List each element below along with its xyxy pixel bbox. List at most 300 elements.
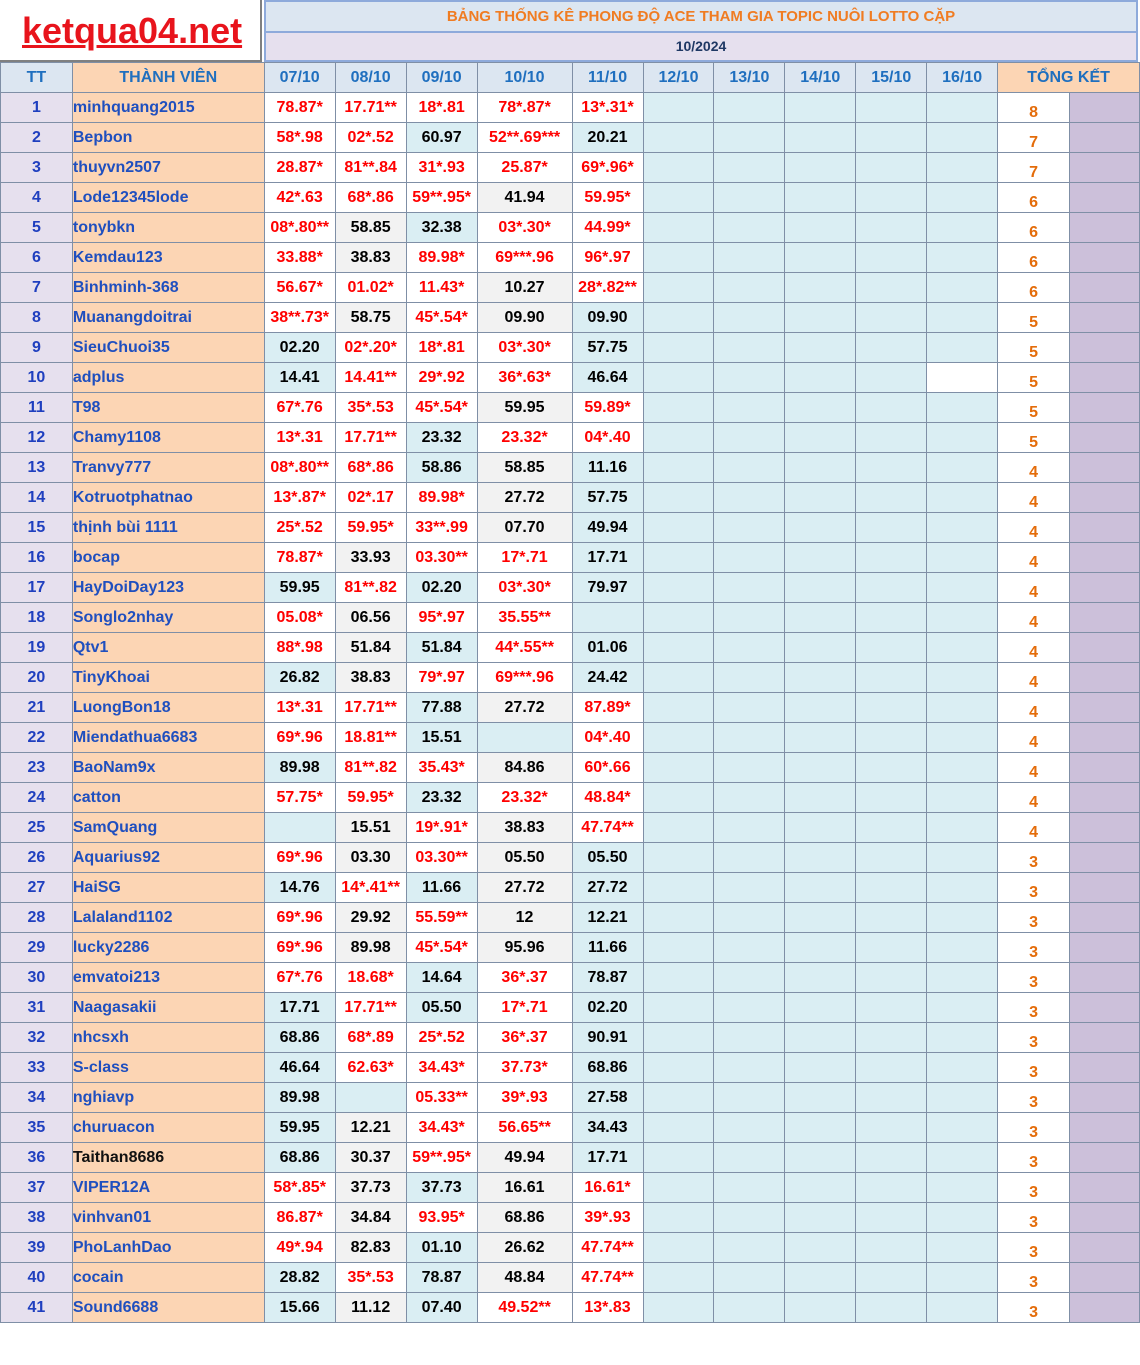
day-empty [643, 663, 714, 693]
day-empty [643, 843, 714, 873]
day-empty [785, 543, 856, 573]
day-empty [643, 693, 714, 723]
day-empty [927, 513, 998, 543]
member-name[interactable]: SamQuang [72, 813, 264, 843]
day-empty [785, 393, 856, 423]
day-result: 44.99* [572, 213, 643, 243]
day-empty [643, 543, 714, 573]
day-empty [643, 603, 714, 633]
summary-extra [1070, 1053, 1140, 1083]
member-name[interactable]: lucky2286 [72, 933, 264, 963]
day-empty [785, 903, 856, 933]
day-empty [927, 213, 998, 243]
day-result: 17*.71 [477, 543, 572, 573]
day-result: 27.72 [477, 873, 572, 903]
day-result: 48.84 [477, 1263, 572, 1293]
day-result: 17.71** [335, 423, 406, 453]
day-result: 81**.82 [335, 753, 406, 783]
member-name[interactable]: adplus [72, 363, 264, 393]
day-empty [856, 1113, 927, 1143]
day-empty [856, 903, 927, 933]
day-empty [643, 573, 714, 603]
day-empty [927, 1113, 998, 1143]
day-empty [856, 303, 927, 333]
day-result: 39*.93 [572, 1203, 643, 1233]
member-name[interactable]: Naagasakii [72, 993, 264, 1023]
day-result: 28*.82** [572, 273, 643, 303]
day-empty [785, 153, 856, 183]
day-result: 17.71 [264, 993, 335, 1023]
day-result [477, 723, 572, 753]
member-name[interactable]: Miendathua6683 [72, 723, 264, 753]
table-row [1, 813, 1140, 843]
day-result: 12 [477, 903, 572, 933]
member-name[interactable]: Bepbon [72, 123, 264, 153]
summary-extra [1070, 543, 1140, 573]
member-name[interactable]: HayDoiDay123 [72, 573, 264, 603]
day-empty [785, 93, 856, 123]
total-count: 3 [998, 1113, 1070, 1143]
day-empty [643, 273, 714, 303]
row-number: 41 [1, 1293, 73, 1323]
day-result: 89.98 [335, 933, 406, 963]
day-empty [714, 423, 785, 453]
day-result: 60.97 [406, 123, 477, 153]
table-row [1, 543, 1140, 573]
day-empty [927, 1233, 998, 1263]
day-empty [785, 453, 856, 483]
day-empty [856, 663, 927, 693]
day-empty [856, 483, 927, 513]
day-empty [856, 123, 927, 153]
day-empty [714, 723, 785, 753]
total-count: 7 [998, 153, 1070, 183]
row-number: 34 [1, 1083, 73, 1113]
day-result: 09.90 [572, 303, 643, 333]
day-empty [785, 183, 856, 213]
summary-extra [1070, 513, 1140, 543]
row-number: 38 [1, 1203, 73, 1233]
day-empty [714, 363, 785, 393]
total-count: 3 [998, 1293, 1070, 1323]
summary-extra [1070, 483, 1140, 513]
day-result: 49*.94 [264, 1233, 335, 1263]
total-count: 3 [998, 1083, 1070, 1113]
day-empty [643, 1293, 714, 1323]
row-number: 35 [1, 1113, 73, 1143]
total-count: 4 [998, 483, 1070, 513]
day-result: 25.87* [477, 153, 572, 183]
page-title: BẢNG THỐNG KÊ PHONG ĐỘ ACE THAM GIA TOPIC NUÔI LOTTO CẶP [264, 0, 1138, 31]
day-result: 23.32* [477, 423, 572, 453]
day-result: 01.10 [406, 1233, 477, 1263]
month-label: 10/2024 [264, 31, 1138, 62]
member-name[interactable]: VIPER12A [72, 1173, 264, 1203]
member-name[interactable]: emvatoi213 [72, 963, 264, 993]
summary-extra [1070, 303, 1140, 333]
day-result: 51.84 [335, 633, 406, 663]
member-name[interactable]: Lode12345lode [72, 183, 264, 213]
day-empty [785, 483, 856, 513]
day-result: 01.06 [572, 633, 643, 663]
day-empty [643, 1203, 714, 1233]
day-result: 49.94 [477, 1143, 572, 1173]
day-result: 35*.53 [335, 393, 406, 423]
header-day: 12/10 [643, 63, 714, 93]
total-count: 5 [998, 333, 1070, 363]
day-empty [714, 513, 785, 543]
summary-extra [1070, 273, 1140, 303]
day-result: 23.32 [406, 783, 477, 813]
row-number: 36 [1, 1143, 73, 1173]
member-name[interactable]: Songlo2nhay [72, 603, 264, 633]
day-empty [643, 483, 714, 513]
day-empty [856, 633, 927, 663]
member-name[interactable]: bocap [72, 543, 264, 573]
member-name[interactable]: nhcsxh [72, 1023, 264, 1053]
summary-extra [1070, 573, 1140, 603]
row-number: 37 [1, 1173, 73, 1203]
day-empty [927, 903, 998, 933]
member-name[interactable]: Chamy1108 [72, 423, 264, 453]
day-empty [643, 1053, 714, 1083]
day-empty [785, 603, 856, 633]
member-name[interactable]: thuyvn2507 [72, 153, 264, 183]
day-result: 03*.30* [477, 573, 572, 603]
day-empty [927, 663, 998, 693]
day-result: 56.67* [264, 273, 335, 303]
summary-extra [1070, 993, 1140, 1023]
day-empty [856, 1173, 927, 1203]
day-result: 35.55** [477, 603, 572, 633]
day-result: 82.83 [335, 1233, 406, 1263]
day-result: 11.12 [335, 1293, 406, 1323]
day-empty [856, 723, 927, 753]
day-empty [714, 1053, 785, 1083]
day-result: 14.41** [335, 363, 406, 393]
day-result: 35.43* [406, 753, 477, 783]
day-result: 68*.89 [335, 1023, 406, 1053]
member-name[interactable]: LuongBon18 [72, 693, 264, 723]
member-name[interactable]: TinyKhoai [72, 663, 264, 693]
total-count: 5 [998, 393, 1070, 423]
table-row [1, 123, 1140, 153]
day-empty [785, 273, 856, 303]
day-empty [714, 633, 785, 663]
day-result: 17*.71 [477, 993, 572, 1023]
day-empty [785, 873, 856, 903]
day-result: 37.73 [335, 1173, 406, 1203]
day-empty [785, 333, 856, 363]
day-empty [927, 1173, 998, 1203]
day-empty [714, 903, 785, 933]
day-empty [785, 1113, 856, 1143]
table-row [1, 423, 1140, 453]
day-result: 60*.66 [572, 753, 643, 783]
day-empty [714, 333, 785, 363]
day-result: 25*.52 [264, 513, 335, 543]
table-row [1, 213, 1140, 243]
day-result: 23.32 [406, 423, 477, 453]
day-empty [856, 873, 927, 903]
row-number: 10 [1, 363, 73, 393]
day-result: 69*.96 [264, 723, 335, 753]
row-number: 40 [1, 1263, 73, 1293]
row-number: 9 [1, 333, 73, 363]
summary-extra [1070, 1203, 1140, 1233]
row-number: 11 [1, 393, 73, 423]
total-count: 5 [998, 423, 1070, 453]
day-result: 18.68* [335, 963, 406, 993]
day-result: 37.73* [477, 1053, 572, 1083]
day-result: 49.94 [572, 513, 643, 543]
member-name[interactable]: thịnh bùi 1111 [72, 513, 264, 543]
total-count: 3 [998, 903, 1070, 933]
total-count: 4 [998, 753, 1070, 783]
day-result: 56.65** [477, 1113, 572, 1143]
member-name[interactable]: Qtv1 [72, 633, 264, 663]
day-result: 89.98 [264, 1083, 335, 1113]
header-day: 10/10 [477, 63, 572, 93]
day-empty [927, 363, 998, 393]
day-result: 19*.91* [406, 813, 477, 843]
member-name[interactable]: Taithan8686 [72, 1143, 264, 1173]
day-result: 69*.96* [572, 153, 643, 183]
day-empty [714, 1083, 785, 1113]
member-name[interactable]: churuacon [72, 1113, 264, 1143]
day-result: 33**.99 [406, 513, 477, 543]
day-result: 17.71** [335, 693, 406, 723]
day-result: 69*.96 [264, 933, 335, 963]
member-name[interactable]: Kotruotphatnao [72, 483, 264, 513]
site-logo[interactable]: ketqua04.net [22, 10, 243, 51]
day-result: 03.30** [406, 843, 477, 873]
total-count: 4 [998, 783, 1070, 813]
row-number: 7 [1, 273, 73, 303]
member-name[interactable]: nghiavp [72, 1083, 264, 1113]
day-result: 93.95* [406, 1203, 477, 1233]
member-name[interactable]: BaoNam9x [72, 753, 264, 783]
day-result: 47.74** [572, 1263, 643, 1293]
day-empty [643, 123, 714, 153]
day-result: 69***.96 [477, 243, 572, 273]
total-count: 8 [998, 93, 1070, 123]
day-result: 14.41 [264, 363, 335, 393]
header-summary: TỔNG KẾT [998, 63, 1140, 93]
row-number: 14 [1, 483, 73, 513]
day-result: 45*.54* [406, 933, 477, 963]
day-result: 02*.52 [335, 123, 406, 153]
day-result: 28.82 [264, 1263, 335, 1293]
member-name[interactable]: Lalaland1102 [72, 903, 264, 933]
table-row [1, 1263, 1140, 1293]
day-empty [785, 1293, 856, 1323]
day-result: 88*.98 [264, 633, 335, 663]
day-empty [927, 693, 998, 723]
row-number: 21 [1, 693, 73, 723]
day-empty [785, 363, 856, 393]
member-name[interactable]: HaiSG [72, 873, 264, 903]
day-result: 59.95* [335, 783, 406, 813]
day-empty [856, 603, 927, 633]
member-name[interactable]: Tranvy777 [72, 453, 264, 483]
day-empty [856, 513, 927, 543]
total-count: 4 [998, 723, 1070, 753]
day-result: 51.84 [406, 633, 477, 663]
header-day: 09/10 [406, 63, 477, 93]
day-empty [785, 1233, 856, 1263]
day-result: 17.71 [572, 543, 643, 573]
day-result: 89.98* [406, 483, 477, 513]
day-result: 08*.80** [264, 213, 335, 243]
day-empty [785, 993, 856, 1023]
table-row [1, 903, 1140, 933]
day-empty [643, 363, 714, 393]
day-empty [714, 663, 785, 693]
day-empty [856, 423, 927, 453]
total-count: 3 [998, 1053, 1070, 1083]
row-number: 39 [1, 1233, 73, 1263]
member-name[interactable]: vinhvan01 [72, 1203, 264, 1233]
day-result: 16.61 [477, 1173, 572, 1203]
day-empty [714, 1203, 785, 1233]
day-empty [785, 213, 856, 243]
member-name[interactable]: Sound6688 [72, 1293, 264, 1323]
total-count: 4 [998, 633, 1070, 663]
member-name[interactable]: tonybkn [72, 213, 264, 243]
day-empty [927, 93, 998, 123]
day-result: 03.30** [406, 543, 477, 573]
day-empty [643, 633, 714, 663]
member-name[interactable]: Kemdau123 [72, 243, 264, 273]
member-name[interactable]: PhoLanhDao [72, 1233, 264, 1263]
row-number: 31 [1, 993, 73, 1023]
header-day: 16/10 [927, 63, 998, 93]
day-empty [927, 603, 998, 633]
summary-extra [1070, 1263, 1140, 1293]
day-result: 79*.97 [406, 663, 477, 693]
day-result: 86.87* [264, 1203, 335, 1233]
day-result: 15.66 [264, 1293, 335, 1323]
summary-extra [1070, 873, 1140, 903]
day-result: 03.30 [335, 843, 406, 873]
day-empty [856, 363, 927, 393]
row-number: 30 [1, 963, 73, 993]
day-empty [856, 813, 927, 843]
table-row [1, 183, 1140, 213]
day-empty [927, 1023, 998, 1053]
member-name[interactable]: minhquang2015 [72, 93, 264, 123]
total-count: 5 [998, 363, 1070, 393]
day-empty [927, 393, 998, 423]
table-row [1, 453, 1140, 483]
total-count: 3 [998, 963, 1070, 993]
member-name[interactable]: Muanangdoitrai [72, 303, 264, 333]
day-empty [785, 633, 856, 663]
total-count: 4 [998, 543, 1070, 573]
summary-extra [1070, 243, 1140, 273]
day-empty [714, 1233, 785, 1263]
summary-extra [1070, 663, 1140, 693]
day-result: 55.59** [406, 903, 477, 933]
total-count: 3 [998, 993, 1070, 1023]
day-result: 27.72 [477, 693, 572, 723]
day-result: 47.74** [572, 1233, 643, 1263]
day-empty [714, 153, 785, 183]
day-result: 58.86 [406, 453, 477, 483]
day-empty [643, 933, 714, 963]
total-count: 7 [998, 123, 1070, 153]
day-result: 78.87* [264, 543, 335, 573]
day-empty [856, 453, 927, 483]
row-number: 32 [1, 1023, 73, 1053]
summary-extra [1070, 783, 1140, 813]
day-result: 59.95 [264, 1113, 335, 1143]
summary-extra [1070, 1023, 1140, 1053]
member-name[interactable]: cocain [72, 1263, 264, 1293]
member-name[interactable]: S-class [72, 1053, 264, 1083]
row-number: 28 [1, 903, 73, 933]
day-result: 05.33** [406, 1083, 477, 1113]
day-result: 14.64 [406, 963, 477, 993]
day-empty [643, 1113, 714, 1143]
day-result: 01.02* [335, 273, 406, 303]
day-empty [714, 123, 785, 153]
table-row [1, 1203, 1140, 1233]
row-number: 15 [1, 513, 73, 543]
row-number: 12 [1, 423, 73, 453]
day-result: 27.72 [477, 483, 572, 513]
day-result: 10.27 [477, 273, 572, 303]
total-count: 5 [998, 303, 1070, 333]
day-empty [785, 663, 856, 693]
stats-table [0, 62, 1140, 1323]
summary-extra [1070, 333, 1140, 363]
day-empty [927, 993, 998, 1023]
day-result: 58.85 [335, 213, 406, 243]
day-empty [643, 393, 714, 423]
header-day: 07/10 [264, 63, 335, 93]
day-empty [927, 123, 998, 153]
day-result: 07.40 [406, 1293, 477, 1323]
member-name[interactable]: T98 [72, 393, 264, 423]
day-empty [785, 1173, 856, 1203]
day-empty [856, 1053, 927, 1083]
day-result: 69*.96 [264, 903, 335, 933]
table-row [1, 1113, 1140, 1143]
day-result: 27.58 [572, 1083, 643, 1113]
member-name[interactable]: Binhminh-368 [72, 273, 264, 303]
day-empty [927, 1203, 998, 1233]
day-result: 28.87* [264, 153, 335, 183]
day-empty [856, 1023, 927, 1053]
table-row [1, 1023, 1140, 1053]
day-result: 59**.95* [406, 1143, 477, 1173]
day-result: 68*.86 [335, 183, 406, 213]
day-result: 17.71 [572, 1143, 643, 1173]
day-result: 58*.85* [264, 1173, 335, 1203]
table-row [1, 483, 1140, 513]
day-result: 04*.40 [572, 423, 643, 453]
member-name[interactable]: SieuChuoi35 [72, 333, 264, 363]
member-name[interactable]: catton [72, 783, 264, 813]
header-member: THÀNH VIÊN [72, 63, 264, 93]
day-result: 34.43 [572, 1113, 643, 1143]
row-number: 16 [1, 543, 73, 573]
member-name[interactable]: Aquarius92 [72, 843, 264, 873]
row-number: 22 [1, 723, 73, 753]
day-empty [785, 123, 856, 153]
